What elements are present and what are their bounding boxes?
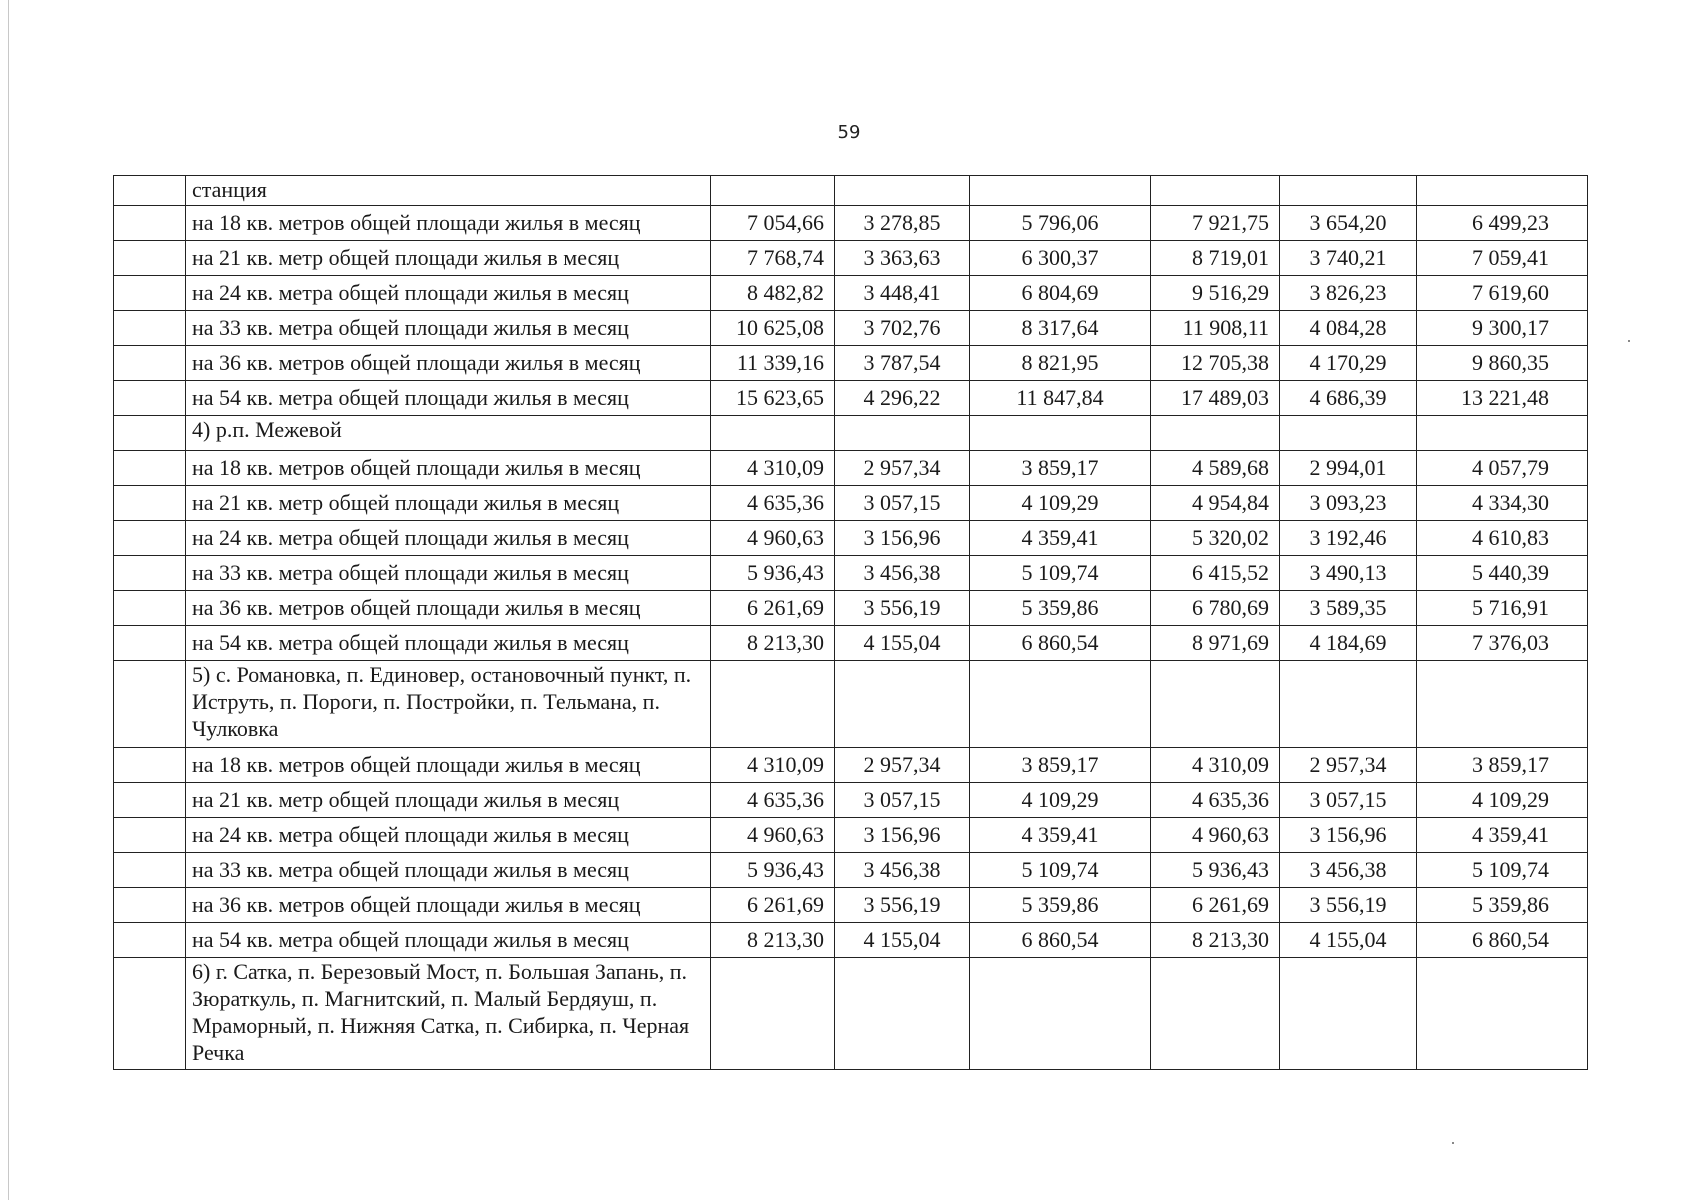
- row-label: на 54 кв. метра общей площади жилья в месяц: [186, 626, 711, 661]
- value-cell: 6 261,69: [711, 888, 835, 923]
- value-cell: 3 589,35: [1280, 591, 1417, 626]
- value-cell: 3 490,13: [1280, 556, 1417, 591]
- value-cell: [835, 416, 970, 451]
- row-number-cell: [114, 818, 186, 853]
- row-label: на 24 кв. метра общей площади жилья в месяц: [186, 521, 711, 556]
- value-cell: 4 310,09: [711, 451, 835, 486]
- value-cell: 4 960,63: [711, 521, 835, 556]
- value-cell: 7 619,60: [1417, 276, 1588, 311]
- table-row: [114, 521, 1588, 556]
- value-cell: 11 339,16: [711, 346, 835, 381]
- section-row: [114, 661, 1588, 748]
- row-number-cell: [114, 206, 186, 241]
- value-cell: 6 261,69: [711, 591, 835, 626]
- value-cell: [835, 661, 970, 748]
- row-number-cell: [114, 381, 186, 416]
- value-cell: [970, 416, 1151, 451]
- value-cell: [1417, 416, 1588, 451]
- value-cell: 4 109,29: [970, 486, 1151, 521]
- value-cell: 5 359,86: [1417, 888, 1588, 923]
- row-label: на 21 кв. метр общей площади жилья в месяц: [186, 783, 711, 818]
- table-row: [114, 206, 1588, 241]
- value-cell: 5 359,86: [970, 591, 1151, 626]
- value-cell: 5 716,91: [1417, 591, 1588, 626]
- value-cell: 5 936,43: [711, 556, 835, 591]
- value-cell: [1280, 176, 1417, 206]
- value-cell: 7 921,75: [1151, 206, 1280, 241]
- value-cell: 4 359,41: [1417, 818, 1588, 853]
- value-cell: 2 957,34: [835, 748, 970, 783]
- row-label: на 33 кв. метра общей площади жилья в месяц: [186, 853, 711, 888]
- table-row: [114, 451, 1588, 486]
- value-cell: [1280, 958, 1417, 1070]
- table-row: [114, 381, 1588, 416]
- value-cell: 11 847,84: [970, 381, 1151, 416]
- value-cell: 7 054,66: [711, 206, 835, 241]
- value-cell: [711, 661, 835, 748]
- value-cell: 8 213,30: [711, 923, 835, 958]
- row-number-cell: [114, 661, 186, 748]
- tariff-table: [113, 175, 1588, 1070]
- value-cell: 6 860,54: [1417, 923, 1588, 958]
- row-number-cell: [114, 748, 186, 783]
- value-cell: 15 623,65: [711, 381, 835, 416]
- row-label: на 36 кв. метров общей площади жилья в месяц: [186, 346, 711, 381]
- value-cell: 3 859,17: [970, 748, 1151, 783]
- table-row: [114, 346, 1588, 381]
- value-cell: [1417, 958, 1588, 1070]
- section-label: 6) г. Сатка, п. Березовый Мост, п. Большая Запань, п. Зюраткуль, п. Магнитский, п. Малый Бердяуш, п. Мраморный, п. Нижняя Сатка, п. Сибирка, п. Черная Речка: [186, 958, 711, 1070]
- value-cell: [1151, 176, 1280, 206]
- table-row: [114, 241, 1588, 276]
- value-cell: 4 155,04: [1280, 923, 1417, 958]
- page-number: 59: [837, 122, 861, 143]
- table-row: [114, 888, 1588, 923]
- value-cell: 8 213,30: [711, 626, 835, 661]
- section-row: [114, 958, 1588, 1070]
- value-cell: [1151, 416, 1280, 451]
- row-number-cell: [114, 783, 186, 818]
- row-label: на 18 кв. метров общей площади жилья в месяц: [186, 451, 711, 486]
- value-cell: 4 170,29: [1280, 346, 1417, 381]
- table-row: [114, 276, 1588, 311]
- value-cell: 3 859,17: [970, 451, 1151, 486]
- value-cell: [711, 416, 835, 451]
- value-cell: 4 310,09: [1151, 748, 1280, 783]
- row-label: на 36 кв. метров общей площади жилья в месяц: [186, 888, 711, 923]
- value-cell: [970, 176, 1151, 206]
- value-cell: 6 499,23: [1417, 206, 1588, 241]
- value-cell: 12 705,38: [1151, 346, 1280, 381]
- row-label: на 24 кв. метра общей площади жилья в месяц: [186, 818, 711, 853]
- value-cell: 4 686,39: [1280, 381, 1417, 416]
- value-cell: [1151, 958, 1280, 1070]
- row-number-cell: [114, 556, 186, 591]
- table-row: [114, 556, 1588, 591]
- value-cell: 7 376,03: [1417, 626, 1588, 661]
- section-label: станция: [186, 176, 711, 206]
- value-cell: 3 556,19: [835, 888, 970, 923]
- value-cell: 4 635,36: [1151, 783, 1280, 818]
- value-cell: 3 456,38: [835, 556, 970, 591]
- value-cell: 4 155,04: [835, 626, 970, 661]
- value-cell: 4 057,79: [1417, 451, 1588, 486]
- value-cell: 8 213,30: [1151, 923, 1280, 958]
- value-cell: 2 957,34: [1280, 748, 1417, 783]
- value-cell: 5 796,06: [970, 206, 1151, 241]
- row-number-cell: [114, 626, 186, 661]
- section-label: 4) р.п. Межевой: [186, 416, 711, 451]
- value-cell: [1280, 416, 1417, 451]
- value-cell: 6 804,69: [970, 276, 1151, 311]
- value-cell: 3 826,23: [1280, 276, 1417, 311]
- row-label: на 54 кв. метра общей площади жилья в месяц: [186, 923, 711, 958]
- row-number-cell: [114, 521, 186, 556]
- value-cell: 8 482,82: [711, 276, 835, 311]
- value-cell: 3 556,19: [1280, 888, 1417, 923]
- value-cell: 3 740,21: [1280, 241, 1417, 276]
- value-cell: 4 184,69: [1280, 626, 1417, 661]
- table-row: [114, 923, 1588, 958]
- value-cell: [1417, 176, 1588, 206]
- row-label: на 33 кв. метра общей площади жилья в месяц: [186, 556, 711, 591]
- value-cell: 3 093,23: [1280, 486, 1417, 521]
- row-number-cell: [114, 958, 186, 1070]
- value-cell: 2 994,01: [1280, 451, 1417, 486]
- value-cell: 4 589,68: [1151, 451, 1280, 486]
- value-cell: 4 109,29: [1417, 783, 1588, 818]
- value-cell: 5 109,74: [1417, 853, 1588, 888]
- value-cell: 3 556,19: [835, 591, 970, 626]
- value-cell: 6 860,54: [970, 626, 1151, 661]
- table-row: [114, 748, 1588, 783]
- value-cell: 3 057,15: [1280, 783, 1417, 818]
- value-cell: [1417, 661, 1588, 748]
- value-cell: 7 768,74: [711, 241, 835, 276]
- row-number-cell: [114, 853, 186, 888]
- value-cell: 9 300,17: [1417, 311, 1588, 346]
- row-label: на 36 кв. метров общей площади жилья в месяц: [186, 591, 711, 626]
- value-cell: 6 415,52: [1151, 556, 1280, 591]
- value-cell: 2 957,34: [835, 451, 970, 486]
- table-row: [114, 486, 1588, 521]
- value-cell: 3 787,54: [835, 346, 970, 381]
- table-row: [114, 311, 1588, 346]
- value-cell: 4 635,36: [711, 486, 835, 521]
- value-cell: 3 654,20: [1280, 206, 1417, 241]
- value-cell: 9 860,35: [1417, 346, 1588, 381]
- table-row: [114, 591, 1588, 626]
- row-number-cell: [114, 176, 186, 206]
- row-label: на 54 кв. метра общей площади жилья в месяц: [186, 381, 711, 416]
- value-cell: 4 109,29: [970, 783, 1151, 818]
- value-cell: 5 440,39: [1417, 556, 1588, 591]
- value-cell: 3 057,15: [835, 783, 970, 818]
- value-cell: 5 109,74: [970, 853, 1151, 888]
- row-label: на 24 кв. метра общей площади жилья в месяц: [186, 276, 711, 311]
- value-cell: [970, 958, 1151, 1070]
- row-number-cell: [114, 923, 186, 958]
- value-cell: 5 109,74: [970, 556, 1151, 591]
- value-cell: 3 363,63: [835, 241, 970, 276]
- value-cell: 4 960,63: [711, 818, 835, 853]
- value-cell: 4 359,41: [970, 521, 1151, 556]
- value-cell: 8 317,64: [970, 311, 1151, 346]
- row-number-cell: [114, 311, 186, 346]
- value-cell: 11 908,11: [1151, 311, 1280, 346]
- value-cell: 3 278,85: [835, 206, 970, 241]
- value-cell: 3 192,46: [1280, 521, 1417, 556]
- section-row: [114, 176, 1588, 206]
- value-cell: 3 156,96: [835, 818, 970, 853]
- value-cell: 8 719,01: [1151, 241, 1280, 276]
- row-label: на 21 кв. метр общей площади жилья в месяц: [186, 241, 711, 276]
- scan-speck: [1452, 1142, 1454, 1144]
- value-cell: 5 936,43: [711, 853, 835, 888]
- table-row: [114, 626, 1588, 661]
- value-cell: 4 960,63: [1151, 818, 1280, 853]
- value-cell: [711, 958, 835, 1070]
- table-row: [114, 853, 1588, 888]
- value-cell: 4 359,41: [970, 818, 1151, 853]
- value-cell: [1280, 661, 1417, 748]
- scan-edge-line: [8, 0, 9, 1200]
- table-row: [114, 818, 1588, 853]
- table-body: [114, 176, 1588, 1070]
- value-cell: 6 300,37: [970, 241, 1151, 276]
- value-cell: 3 456,38: [1280, 853, 1417, 888]
- value-cell: [711, 176, 835, 206]
- value-cell: [1151, 661, 1280, 748]
- value-cell: 10 625,08: [711, 311, 835, 346]
- value-cell: 8 821,95: [970, 346, 1151, 381]
- row-label: на 21 кв. метр общей площади жилья в месяц: [186, 486, 711, 521]
- value-cell: [835, 958, 970, 1070]
- value-cell: [970, 661, 1151, 748]
- scan-speck: [1628, 340, 1630, 342]
- table-row: [114, 783, 1588, 818]
- value-cell: 4 610,83: [1417, 521, 1588, 556]
- row-label: на 18 кв. метров общей площади жилья в месяц: [186, 206, 711, 241]
- value-cell: 6 780,69: [1151, 591, 1280, 626]
- value-cell: 3 156,96: [835, 521, 970, 556]
- row-number-cell: [114, 241, 186, 276]
- row-number-cell: [114, 416, 186, 451]
- value-cell: 3 057,15: [835, 486, 970, 521]
- value-cell: 5 320,02: [1151, 521, 1280, 556]
- value-cell: 3 456,38: [835, 853, 970, 888]
- row-number-cell: [114, 451, 186, 486]
- value-cell: 5 936,43: [1151, 853, 1280, 888]
- value-cell: 9 516,29: [1151, 276, 1280, 311]
- value-cell: 3 448,41: [835, 276, 970, 311]
- row-label: на 33 кв. метра общей площади жилья в месяц: [186, 311, 711, 346]
- value-cell: 4 084,28: [1280, 311, 1417, 346]
- value-cell: 4 155,04: [835, 923, 970, 958]
- value-cell: 8 971,69: [1151, 626, 1280, 661]
- row-number-cell: [114, 888, 186, 923]
- value-cell: 4 334,30: [1417, 486, 1588, 521]
- value-cell: 3 859,17: [1417, 748, 1588, 783]
- value-cell: 4 296,22: [835, 381, 970, 416]
- value-cell: 7 059,41: [1417, 241, 1588, 276]
- value-cell: 5 359,86: [970, 888, 1151, 923]
- row-number-cell: [114, 346, 186, 381]
- value-cell: 13 221,48: [1417, 381, 1588, 416]
- row-number-cell: [114, 276, 186, 311]
- value-cell: 17 489,03: [1151, 381, 1280, 416]
- row-number-cell: [114, 486, 186, 521]
- value-cell: [835, 176, 970, 206]
- value-cell: 4 954,84: [1151, 486, 1280, 521]
- value-cell: 6 261,69: [1151, 888, 1280, 923]
- section-label: 5) с. Романовка, п. Единовер, остановочный пункт, п. Иструть, п. Пороги, п. Постройки, п. Тельмана, п. Чулковка: [186, 661, 711, 748]
- row-label: на 18 кв. метров общей площади жилья в месяц: [186, 748, 711, 783]
- row-number-cell: [114, 591, 186, 626]
- value-cell: 6 860,54: [970, 923, 1151, 958]
- value-cell: 3 702,76: [835, 311, 970, 346]
- value-cell: 3 156,96: [1280, 818, 1417, 853]
- section-row: [114, 416, 1588, 451]
- value-cell: 4 310,09: [711, 748, 835, 783]
- value-cell: 4 635,36: [711, 783, 835, 818]
